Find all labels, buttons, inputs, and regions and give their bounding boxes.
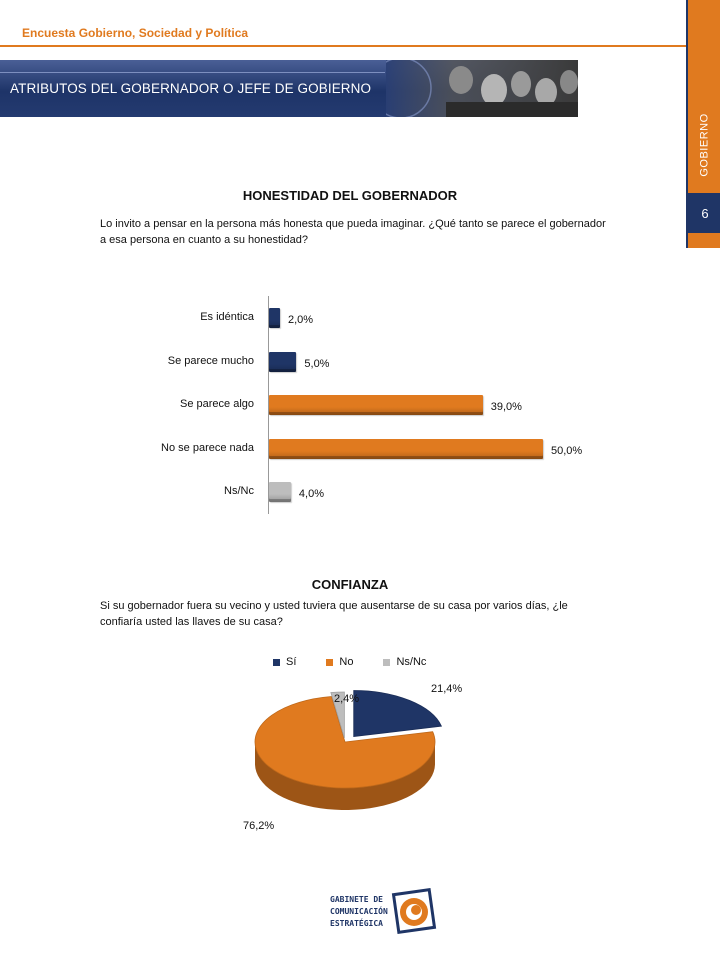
bar: [269, 439, 543, 459]
legend-swatch: [326, 659, 333, 666]
bar-value-label: 39,0%: [490, 401, 522, 413]
honesty-question: Lo invito a pensar en la persona más honesta que pueda imaginar. ¿Qué tanto se parece el gobernador a esa persona en cuanto a su honestidad?: [100, 218, 606, 246]
legend-label: Ns/Nc: [396, 656, 427, 668]
trust-chart-title: CONFIANZA: [311, 577, 389, 592]
bar-value-label: 50,0%: [551, 444, 583, 457]
trust-question: Si su gobernador fuera su vecino y usted tuviera que ausentarse de su casa por varios días, ¿le confiaría usted las llaves de su casa?: [100, 600, 568, 628]
pie-value-label: 21,4%: [431, 683, 463, 695]
header-divider: [0, 45, 686, 47]
banner-title: ATRIBUTOS DEL GOBERNADOR O JEFE DE GOBIERNO: [10, 81, 372, 96]
honesty-chart-title: HONESTIDAD DEL GOBERNADOR: [242, 188, 458, 203]
bar-value-label: 5,0%: [304, 357, 330, 370]
bar-category-label: Ns/Nc: [224, 485, 254, 497]
page-number: 6: [688, 193, 720, 233]
pie-slice: [354, 691, 442, 737]
section-tab-label: GOBIERNO: [699, 113, 712, 177]
svg-text:GABINETE DE: GABINETE DE: [330, 895, 383, 904]
banner-rule: [0, 72, 385, 73]
report-title: Encuesta Gobierno, Sociedad y Política: [22, 26, 249, 40]
bar-value-label: 2,0%: [287, 314, 314, 326]
trust-pie-chart: [0, 680, 720, 840]
pie-value-label: 2,4%: [334, 693, 360, 705]
bar-category-label: Se parece algo: [180, 398, 254, 410]
svg-text:COMUNICACIÓN: COMUNICACIÓN: [330, 907, 388, 916]
crowd-photo: [386, 60, 578, 117]
legend-swatch: [383, 659, 390, 666]
bar-category-label: Se parece mucho: [167, 354, 254, 367]
bar: [269, 395, 483, 415]
svg-text:ESTRATÉGICA: ESTRATÉGICA: [330, 919, 383, 928]
title-banner: [0, 60, 578, 117]
bar-category-label: Es idéntica: [200, 311, 254, 323]
company-logo: [330, 888, 440, 945]
bar-category-label: No se parece nada: [161, 441, 254, 454]
legend-item: [273, 656, 296, 668]
legend-item: [383, 656, 426, 668]
pie-value-label: 76,2%: [243, 820, 275, 832]
legend-item: [326, 656, 353, 668]
pie-legend: [273, 656, 456, 668]
legend-label: No: [339, 656, 354, 668]
bar: [269, 352, 296, 372]
legend-swatch: [273, 659, 280, 666]
bar: [269, 308, 280, 328]
bar: [269, 482, 291, 502]
bar-value-label: 4,0%: [298, 488, 324, 500]
section-tab: [686, 0, 720, 248]
legend-label: Sí: [286, 656, 297, 668]
